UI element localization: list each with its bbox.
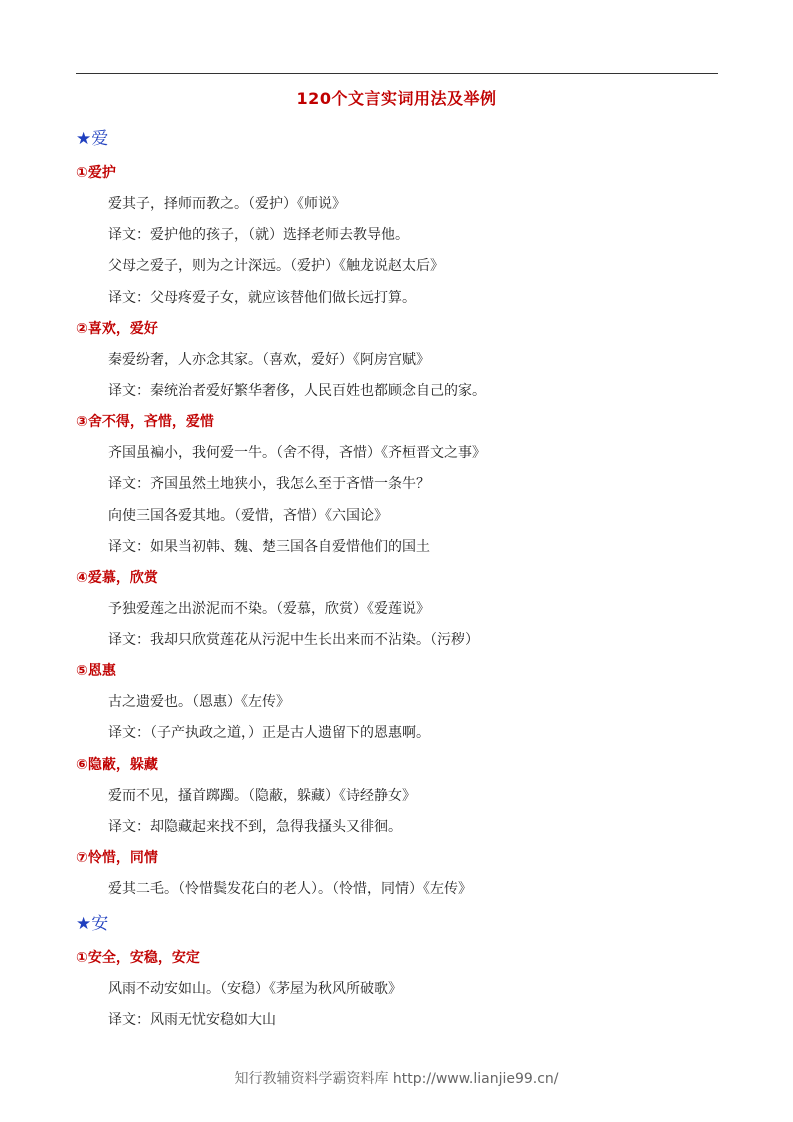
document-title: 120个文言实词用法及举例 — [296, 89, 497, 108]
sense-heading: ⑦怜惜，同情 — [76, 850, 158, 866]
sense-heading: ③舍不得，吝惜，爱惜 — [76, 414, 214, 431]
translation-line: 译文：齐国虽然土地狭小，我怎么至于吝惜一条牛？ — [108, 476, 430, 493]
example-line: 秦爱纷奢，人亦念其家。（喜欢，爱好）《阿房宫赋》 — [108, 351, 430, 368]
example-line: 父母之爱子，则为之计深远。（爱护）《触龙说赵太后》 — [108, 258, 444, 275]
top-rule — [76, 73, 718, 74]
translation-line: 译文：秦统治者爱好繁华奢侈，人民百姓也都顾念自己的家。 — [108, 382, 486, 399]
example-line: 爱其二毛。（怜惜鬓发花白的老人）。（怜惜，同情）《左传》 — [108, 881, 472, 897]
example-line: 予独爱莲之出淤泥而不染。（爱慕，欣赏）《爱莲说》 — [108, 600, 430, 617]
sense-heading: ②喜欢，爱好 — [76, 320, 158, 337]
char-heading-ai: ★爱 — [76, 129, 109, 149]
translation-line: 译文：风雨无忧安稳如大山 — [108, 1012, 276, 1029]
sense-heading: ⑤恩惠 — [76, 663, 116, 680]
example-line: 爱而不见，搔首踯躅。（隐蔽，躲藏）《诗经静女》 — [108, 787, 416, 804]
translation-line: 译文：父母疼爱子女，就应该替他们做长远打算。 — [108, 289, 416, 306]
sense-heading: ①爱护 — [76, 165, 116, 181]
translation-line: 译文：爱护他的孩子，（就）选择老师去教导他。 — [108, 227, 409, 244]
example-line: 齐国虽褊小，我何爱一牛。（舍不得，吝惜）《齐桓晋文之事》 — [108, 445, 486, 462]
translation-line: 译文：却隐藏起来找不到，急得我搔头又徘徊。 — [108, 818, 402, 835]
sense-heading: ①安全，安稳，安定 — [76, 950, 200, 967]
translation-line: 译文：如果当初韩、魏、楚三国各自爱惜他们的国土 — [108, 538, 430, 555]
footer-watermark: 知行教辅资料学霸资料库 http://www.lianjie99.cn/ — [234, 1071, 559, 1087]
example-line: 风雨不动安如山。（安稳）《茅屋为秋风所破歌》 — [108, 981, 402, 998]
example-line: 向使三国各爱其地。（爱惜，吝惜）《六国论》 — [108, 507, 388, 524]
char-heading-an: ★安 — [76, 914, 109, 935]
example-line: 古之遗爱也。（恩惠）《左传》 — [108, 694, 290, 711]
document-body — [76, 124, 716, 1037]
sense-heading: ⑥隐蔽，躲藏 — [76, 756, 158, 773]
example-line: 爱其子，择师而教之。（爱护）《师说》 — [108, 196, 346, 212]
sense-heading: ④爱慕，欣赏 — [76, 569, 158, 586]
translation-line: 译文：我却只欣赏莲花从污泥中生长出来而不沾染。（污秽） — [108, 632, 479, 649]
translation-line: 译文：（子产执政之道，）正是古人遗留下的恩惠啊。 — [108, 725, 430, 742]
